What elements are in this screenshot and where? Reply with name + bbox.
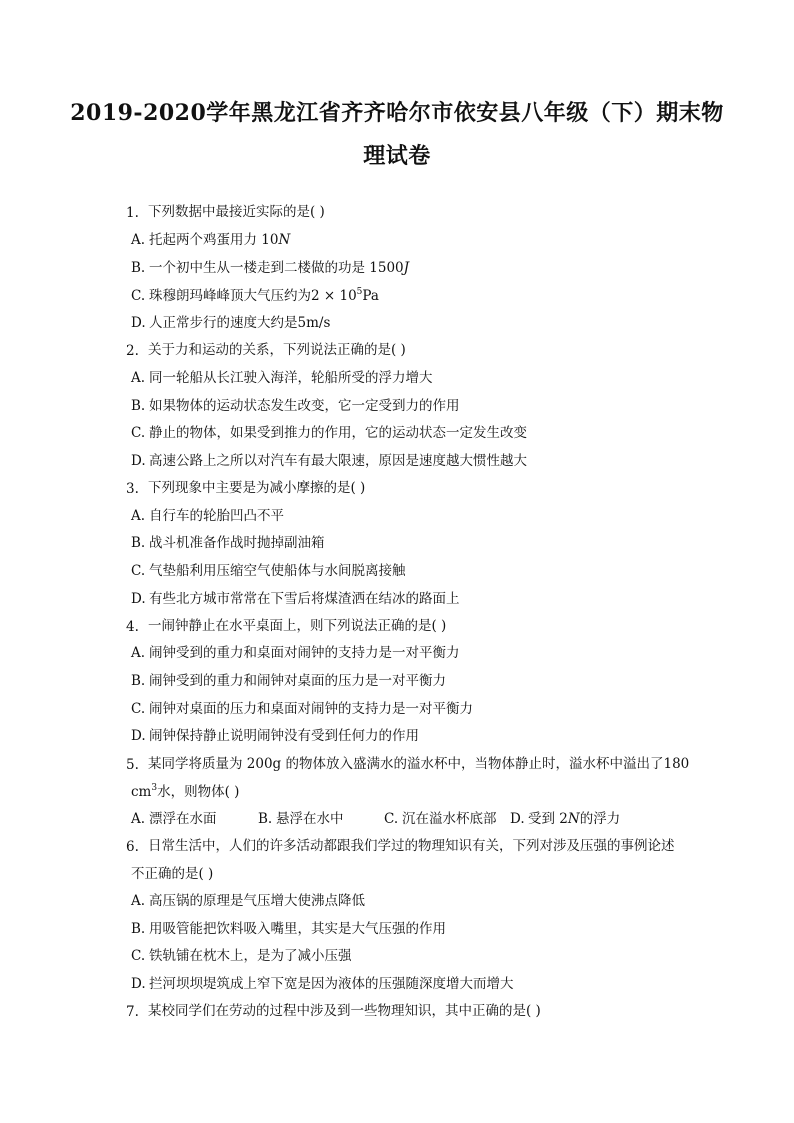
question-4-option-d: D. 闹钟保持静止说明闹钟没有受到任何力的作用 (131, 728, 419, 744)
question-4-option-c: C. 闹钟对桌面的压力和桌面对闹钟的支持力是一对平衡力 (131, 701, 473, 717)
question-2-number: 2. (126, 343, 139, 359)
question-5-text-continued: $cm^3$水，则物体( ) (131, 783, 240, 800)
exam-title-line1: 2019-2020学年黑龙江省齐齐哈尔市依安县八年级（下）期末物 (70, 100, 724, 126)
question-3-option-b: B. 战斗机准备作战时抛掉副油箱 (131, 535, 325, 551)
question-6-number: 6. (126, 839, 139, 855)
question-6-text-continued: 不正确的是( ) (131, 866, 214, 882)
question-4-option-b: B. 闹钟受到的重力和闹钟对桌面的压力是一对平衡力 (131, 673, 446, 689)
question-7-number: 7. (126, 1004, 139, 1020)
question-3-option-c: C. 气垫船利用压缩空气使船体与水间脱离接触 (131, 563, 406, 579)
question-5-option-c: C. 沉在溢水杯底部 (384, 811, 497, 827)
question-6-text: 日常生活中，人们的许多活动都跟我们学过的物理知识有关，下列对涉及压强的事例论述 (148, 838, 675, 854)
question-2-option-b: B. 如果物体的运动状态发生改变，它一定受到力的作用 (131, 398, 460, 414)
question-1-option-d: D. 人正常步行的速度大约是5m/s (131, 315, 331, 331)
question-6-option-a: A. 高压锅的原理是气压增大使沸点降低 (131, 893, 365, 909)
question-2-option-d: D. 高速公路上之所以对汽车有最大限速，原因是速度越大惯性越大 (131, 453, 527, 469)
question-3-text: 下列现象中主要是为减小摩擦的是( ) (148, 480, 366, 496)
question-4-option-a: A. 闹钟受到的重力和桌面对闹钟的支持力是一对平衡力 (131, 645, 460, 661)
question-1-option-c: C. 珠穆朗玛峰峰顶大气压约为$2 \times 10^5Pa$ (131, 287, 379, 304)
question-2-option-c: C. 静止的物体，如果受到推力的作用，它的运动状态一定发生改变 (131, 425, 527, 441)
question-6-option-c: C. 铁轨铺在枕木上，是为了减小压强 (131, 948, 352, 964)
question-5-option-a: A. 漂浮在水面 (131, 811, 217, 827)
question-5-number: 5. (126, 757, 139, 773)
question-1-number: 1. (126, 205, 139, 221)
question-1-option-a: A. 托起两个鸡蛋用力 10N (131, 232, 291, 248)
question-4-number: 4. (126, 619, 139, 635)
question-6-option-b: B. 用吸管能把饮料吸入嘴里，其实是大气压强的作用 (131, 921, 446, 937)
question-1-text: 下列数据中最接近实际的是( ) (148, 204, 325, 220)
question-2-text: 关于力和运动的关系，下列说法正确的是( ) (148, 342, 406, 358)
question-5-text: 某同学将质量为 200g 的物体放入盛满水的溢水杯中，当物体静止时，溢水杯中溢出了180 (148, 756, 690, 772)
question-3-option-d: D. 有些北方城市常常在下雪后将煤渣洒在结冰的路面上 (131, 591, 460, 607)
question-5-option-d: D. 受到 2N的浮力 (510, 811, 621, 827)
question-1-option-b: B. 一个初中生从一楼走到二楼做的功是 1500J (131, 260, 410, 276)
question-6-option-d: D. 拦河坝坝堤筑成上窄下宽是因为液体的压强随深度增大而增大 (131, 976, 514, 992)
question-4-text: 一闹钟静止在水平桌面上，则下列说法正确的是( ) (148, 618, 447, 634)
question-5-option-b: B. 悬浮在水中 (258, 811, 344, 827)
question-2-option-a: A. 同一轮船从长江驶入海洋，轮船所受的浮力增大 (131, 370, 433, 386)
question-3-number: 3. (126, 481, 139, 497)
question-3-option-a: A. 自行车的轮胎凹凸不平 (131, 508, 284, 524)
exam-title-line2: 理试卷 (363, 143, 431, 169)
question-7-text: 某校同学们在劳动的过程中涉及到一些物理知识，其中正确的是( ) (148, 1003, 541, 1019)
